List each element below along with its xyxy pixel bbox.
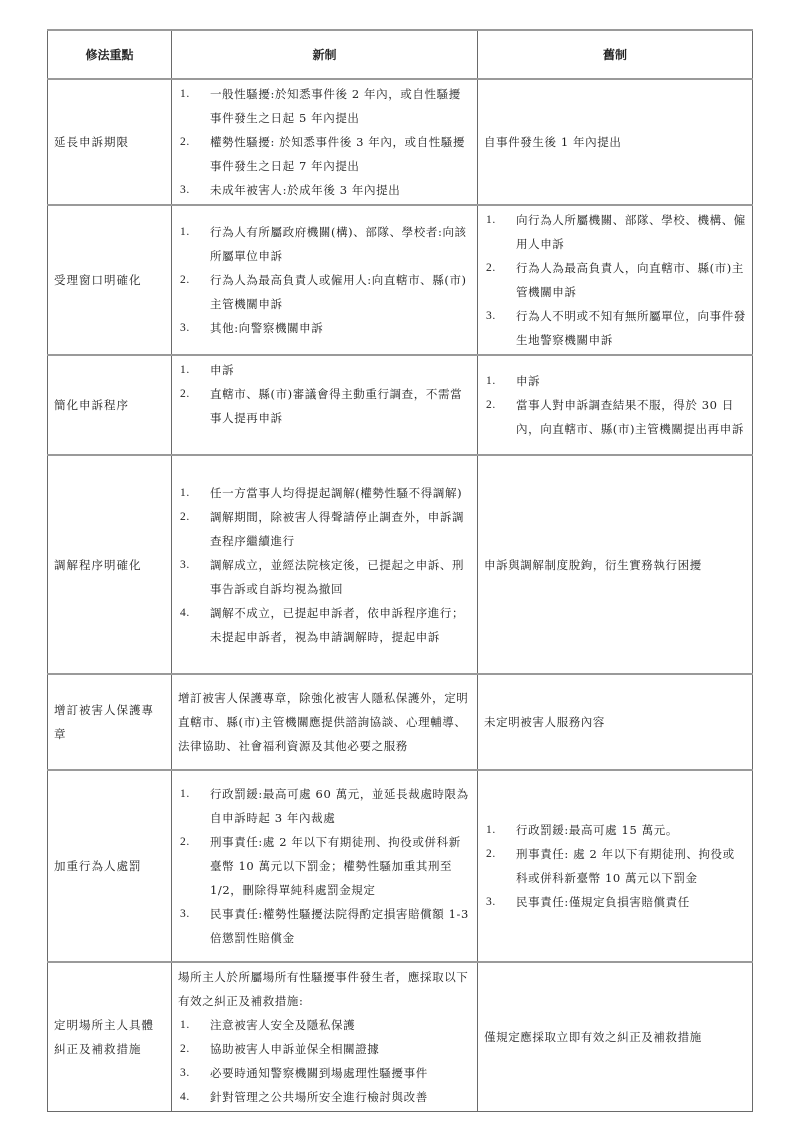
list-item <box>484 256 746 304</box>
list-item <box>178 601 471 649</box>
topic-cell: 延長申訴期限 <box>48 79 172 205</box>
item-number: 3. <box>180 184 190 196</box>
topic-cell: 受理窗口明確化 <box>48 205 172 355</box>
item-text: 申訴 <box>210 363 235 377</box>
item-text: 行為人為最高負責人，向直轄市、縣(市)主管機關申訴 <box>516 261 744 299</box>
item-text: 行政罰鍰:最高可處 15 萬元。 <box>516 823 678 837</box>
item-text: 民事責任:僅規定負損害賠償責任 <box>516 895 690 909</box>
item-number: 3. <box>180 322 190 334</box>
item-text: 刑事責任:處 2 年以下有期徒刑、拘役或併科新臺幣 10 萬元以下罰金；權勢性騷加重其刑至 1/2，刪除得單純科處罰金規定 <box>210 835 461 897</box>
list-item <box>178 782 471 830</box>
item-number: 2. <box>180 1043 190 1055</box>
item-number: 2. <box>180 836 190 848</box>
item-text: 民事責任:權勢性騷擾法院得酌定損害賠償額 1-3 倍懲罰性賠償金 <box>210 907 469 945</box>
item-text: 一般性騷擾:於知悉事件後 2 年內，或自性騷擾事件發生之日起 5 年內提出 <box>210 87 461 125</box>
old-text: 僅規定應採取立即有效之糾正及補救措施 <box>484 1030 702 1044</box>
old-text: 自事件發生後 1 年內提出 <box>484 135 622 149</box>
table-row <box>48 674 753 770</box>
item-text: 調解不成立，已提起申訴者，依申訴程序進行；未提起申訴者，視為申請調解時，提起申訴 <box>210 605 465 644</box>
list-item <box>484 842 746 890</box>
item-text: 權勢性騷擾: 於知悉事件後 3 年內，或自性騷擾事件發生之日起 7 年內提出 <box>210 135 466 173</box>
old-system-cell <box>478 962 753 1112</box>
list-item <box>178 82 471 130</box>
item-number: 3. <box>486 310 496 322</box>
table-row <box>48 79 753 205</box>
new-system-cell <box>172 455 478 674</box>
old-system-cell <box>478 355 753 455</box>
item-number: 2. <box>486 399 496 411</box>
topic-cell: 增訂被害人保護專章 <box>48 674 172 770</box>
item-number: 3. <box>180 558 190 571</box>
table-header-row <box>48 30 753 79</box>
old-system-cell <box>478 79 753 205</box>
item-number: 1. <box>180 486 190 499</box>
item-number: 2. <box>486 848 496 860</box>
header-old-system: 舊制 <box>478 30 753 79</box>
item-text: 行政罰鍰:最高可處 60 萬元，並延長裁處時限為自申訴時起 3 年內裁處 <box>210 787 469 825</box>
new-items-list <box>178 220 471 340</box>
header-amendment-focus: 修法重點 <box>48 30 172 79</box>
topic-cell: 定明場所主人具體糾正及補救措施 <box>48 962 172 1112</box>
old-items-list <box>484 818 746 914</box>
old-items-list <box>484 208 746 352</box>
table-row <box>48 962 753 1112</box>
new-system-cell <box>172 962 478 1112</box>
table-row <box>48 455 753 674</box>
old-system-cell <box>478 455 753 674</box>
list-item <box>178 1061 471 1085</box>
item-text: 其他:向警察機關申訴 <box>210 321 324 335</box>
document-page <box>47 29 752 1112</box>
item-number: 1. <box>486 214 496 226</box>
new-system-cell <box>172 79 478 205</box>
law-amendment-comparison-table <box>47 29 753 1112</box>
new-items-list <box>178 481 471 649</box>
old-system-cell <box>478 205 753 355</box>
list-item <box>178 553 471 601</box>
table-row <box>48 355 753 455</box>
old-items-list <box>484 369 746 441</box>
list-item <box>178 1013 471 1037</box>
item-number: 1. <box>486 824 496 836</box>
new-items-list <box>178 782 471 950</box>
list-item <box>178 830 471 902</box>
list-item <box>178 1085 471 1109</box>
header-new-system: 新制 <box>172 30 478 79</box>
list-item <box>484 369 746 393</box>
item-text: 直轄市、縣(市)審議會得主動重行調查，不需當事人提再申訴 <box>210 387 463 425</box>
item-number: 2. <box>180 274 190 286</box>
item-number: 1. <box>180 364 190 376</box>
item-number: 2. <box>180 136 190 148</box>
item-text: 當事人對申訴調查結果不服，得於 30 日內，向直轄市、縣(市)主管機關提出再申訴 <box>516 398 744 436</box>
list-item <box>484 304 746 352</box>
item-text: 調解期間，除被害人得聲請停止調查外，申訴調查程序繼續進行 <box>210 509 465 548</box>
item-text: 協助被害人申訴並保全相關證據 <box>210 1042 380 1056</box>
list-item <box>178 178 471 202</box>
old-text: 未定明被害人服務內容 <box>484 715 605 729</box>
item-number: 2. <box>180 510 190 523</box>
item-number: 1. <box>486 375 496 387</box>
list-item <box>178 220 471 268</box>
item-text: 針對管理之公共場所安全進行檢討與改善 <box>210 1090 428 1104</box>
list-item <box>484 818 746 842</box>
list-item <box>178 481 471 505</box>
item-number: 3. <box>486 896 496 908</box>
item-text: 調解成立，並經法院核定後，已提起之申訴、刑事告訴或自訴均視為撤回 <box>210 557 465 596</box>
item-number: 1. <box>180 226 190 238</box>
list-item <box>178 902 471 950</box>
new-system-cell <box>172 355 478 455</box>
new-system-cell <box>172 674 478 770</box>
item-number: 1. <box>180 1019 190 1031</box>
list-item <box>484 393 746 441</box>
new-system-cell <box>172 205 478 355</box>
item-text: 申訴 <box>516 374 541 388</box>
new-items-list <box>178 358 471 430</box>
old-text: 申訴與調解制度脫鉤，衍生實務執行困擾 <box>484 557 702 572</box>
list-item <box>178 358 471 382</box>
item-number: 4. <box>180 1091 190 1103</box>
item-number: 2. <box>180 388 190 400</box>
topic-cell: 簡化申訴程序 <box>48 355 172 455</box>
item-text: 行為人有所屬政府機關(構)、部隊、學校者:向該所屬單位申訴 <box>210 225 467 263</box>
new-items-list <box>178 1013 471 1109</box>
old-system-cell <box>478 674 753 770</box>
new-paragraph: 場所主人於所屬場所有性騷擾事件發生者，應採取以下有效之糾正及補救措施: <box>178 970 469 1008</box>
new-system-cell <box>172 770 478 962</box>
item-text: 必要時通知警察機關到場處理性騷擾事件 <box>210 1066 428 1080</box>
list-item <box>484 890 746 914</box>
table-row <box>48 770 753 962</box>
list-item <box>178 130 471 178</box>
topic-cell: 調解程序明確化 <box>48 455 172 674</box>
item-number: 2. <box>486 262 496 274</box>
item-text: 向行為人所屬機關、部隊、學校、機構、僱用人申訴 <box>516 213 746 251</box>
list-item <box>178 316 471 340</box>
item-text: 未成年被害人:於成年後 3 年內提出 <box>210 183 401 197</box>
item-number: 3. <box>180 1067 190 1079</box>
old-system-cell <box>478 770 753 962</box>
item-number: 4. <box>180 606 190 619</box>
item-number: 1. <box>180 88 190 100</box>
item-text: 行為人不明或不知有無所屬單位，向事件發生地警察機關申訴 <box>516 309 746 347</box>
list-item <box>178 268 471 316</box>
new-items-list <box>178 82 471 202</box>
item-number: 1. <box>180 788 190 800</box>
list-item <box>178 505 471 553</box>
list-item <box>178 382 471 430</box>
item-number: 3. <box>180 908 190 920</box>
table-row <box>48 205 753 355</box>
item-text: 任一方當事人均得提起調解(權勢性騷不得調解) <box>210 485 463 500</box>
topic-cell: 加重行為人處罰 <box>48 770 172 962</box>
new-paragraph: 增訂被害人保護專章，除強化被害人隱私保護外，定明直轄市、縣(市)主管機關應提供諮詢協談、心理輔導、法律協助、社會福利資源及其他必要之服務 <box>178 691 469 753</box>
item-text: 注意被害人安全及隱私保護 <box>210 1018 356 1032</box>
list-item <box>484 208 746 256</box>
list-item <box>178 1037 471 1061</box>
item-text: 刑事責任: 處 2 年以下有期徒刑、拘役或科或併科新臺幣 10 萬元以下罰金 <box>516 847 735 885</box>
item-text: 行為人為最高負責人或僱用人:向直轄市、縣(市)主管機關申訴 <box>210 273 467 311</box>
